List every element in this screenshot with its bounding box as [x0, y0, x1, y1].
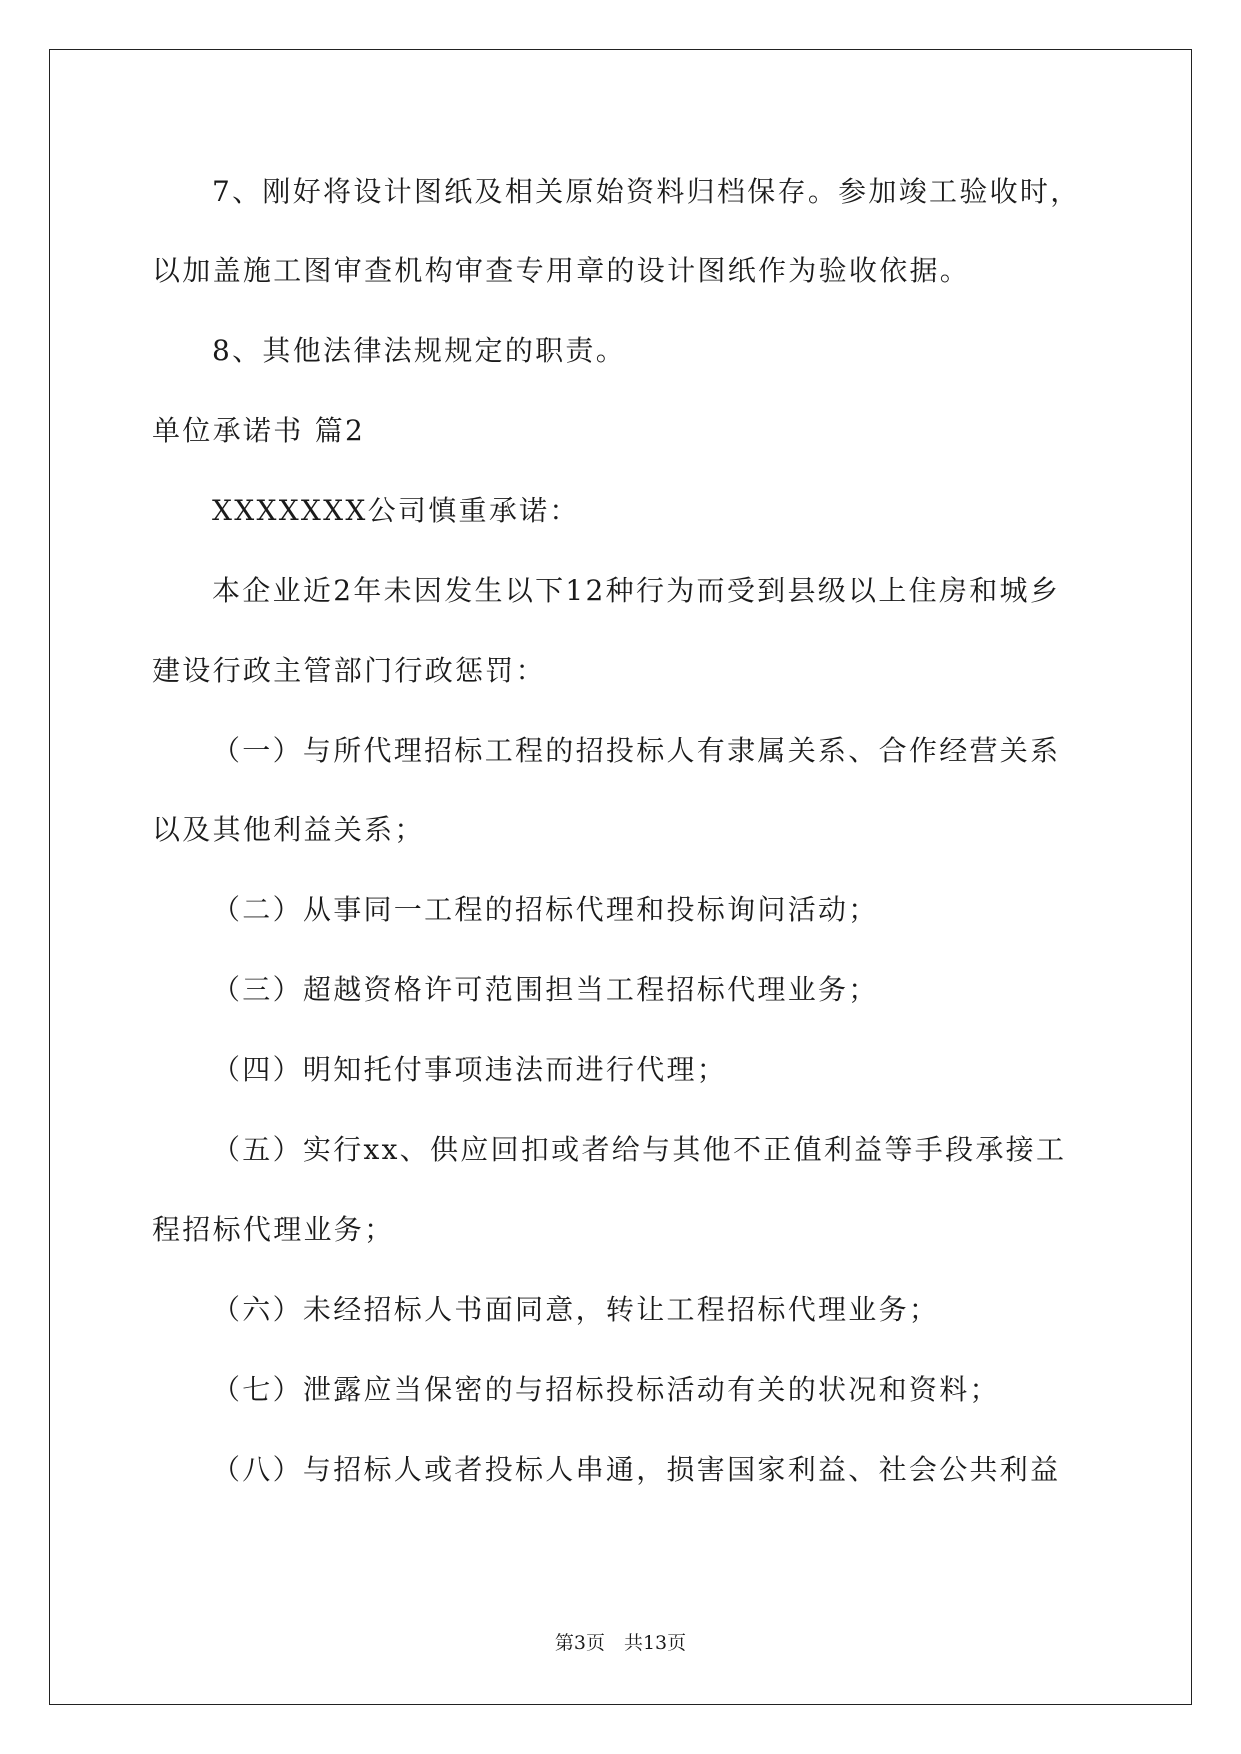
paragraph-line: 建设行政主管部门行政惩罚： [152, 654, 546, 687]
list-item-continuation: 以及其他利益关系； [152, 813, 425, 846]
paragraph-line: 本企业近2年未因发生以下12种行为而受到县级以上住房和城乡 [212, 574, 1061, 607]
list-item: （八）与招标人或者投标人串通，损害国家利益、社会公共利益 [212, 1453, 1061, 1486]
paragraph-line: 7、刚好将设计图纸及相关原始资料归档保存。参加竣工验收时， [212, 175, 1081, 208]
list-item: （三）超越资格许可范围担当工程招标代理业务； [212, 973, 879, 1006]
list-item: （六）未经招标人书面同意，转让工程招标代理业务； [212, 1293, 940, 1326]
list-item: （二）从事同一工程的招标代理和投标询问活动； [212, 893, 879, 926]
list-item: （七）泄露应当保密的与招标投标活动有关的状况和资料； [212, 1373, 1000, 1406]
list-item: （一）与所代理招标工程的招投标人有隶属关系、合作经营关系 [212, 734, 1061, 767]
list-item-continuation: 程招标代理业务； [152, 1213, 395, 1246]
section-heading: 单位承诺书 篇2 [152, 414, 366, 447]
paragraph-line: 以加盖施工图审查机构审查专用章的设计图纸作为验收依据。 [152, 254, 971, 287]
page-number-footer: 第3页 共13页 [554, 1632, 687, 1654]
paragraph-line: 8、其他法律法规规定的职责。 [212, 334, 627, 367]
paragraph-line: XXXXXXX公司慎重承诺： [212, 494, 580, 527]
list-item: （四）明知托付事项违法而进行代理； [212, 1053, 728, 1086]
list-item: （五）实行xx、供应回扣或者给与其他不正值利益等手段承接工 [212, 1133, 1067, 1166]
